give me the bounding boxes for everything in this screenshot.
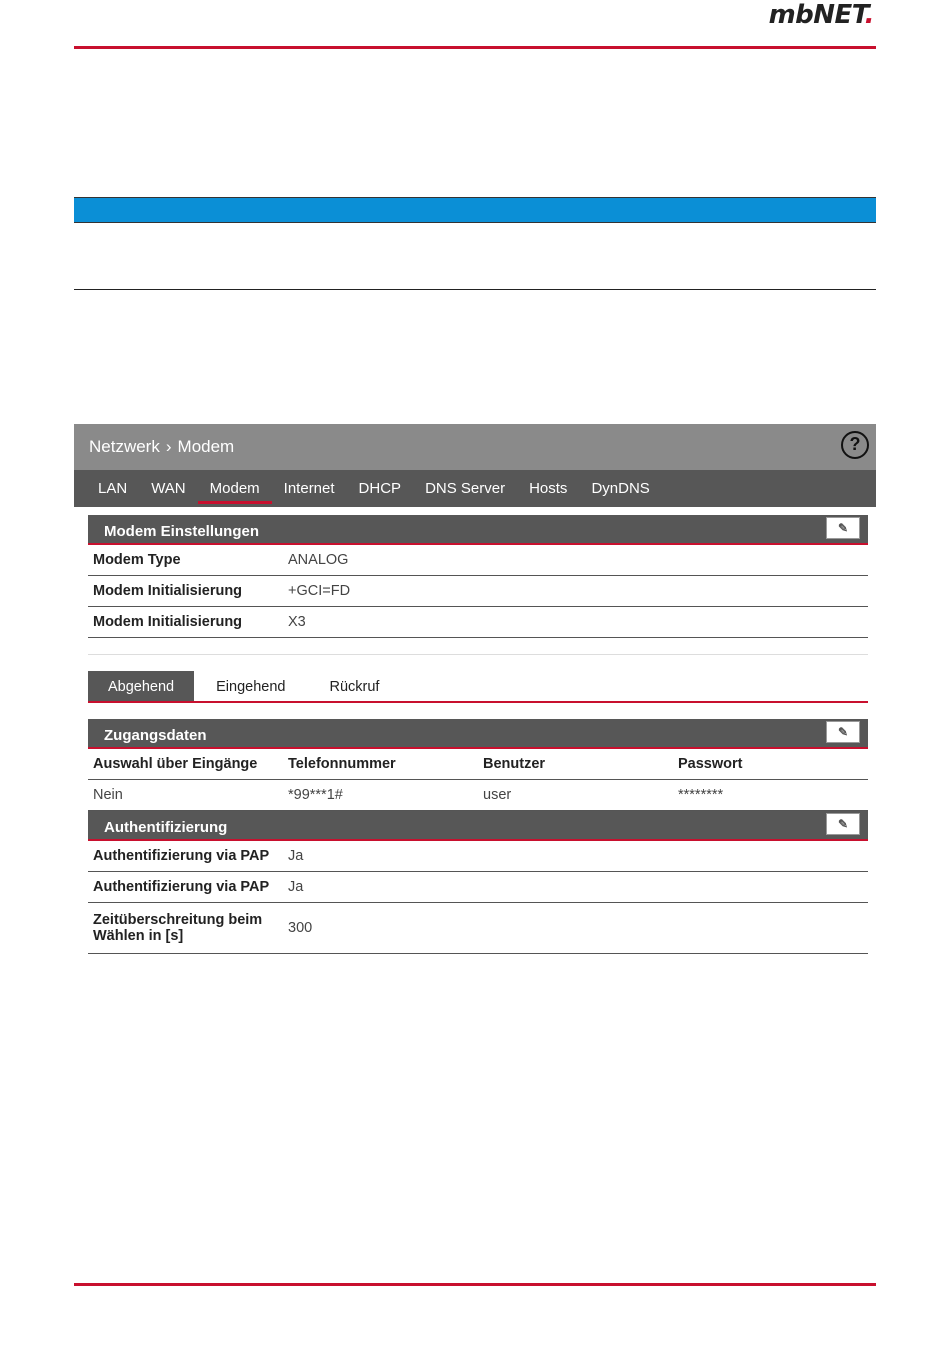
- row-value: +GCI=FD: [288, 583, 351, 599]
- breadcrumb-parent[interactable]: Netzwerk: [89, 437, 160, 456]
- header-rule: [74, 46, 876, 49]
- table-row: [88, 841, 868, 872]
- table-row: [88, 576, 868, 607]
- row-label: Zeitüberschreitung beim Wählen in [s]: [93, 912, 263, 944]
- edit-icon: ✎: [837, 521, 849, 535]
- modem-settings-header: [88, 515, 868, 545]
- tab-dyndns[interactable]: DynDNS: [591, 480, 650, 497]
- table-row: [88, 545, 868, 576]
- row-value: Ja: [288, 879, 304, 895]
- tab-lan[interactable]: LAN: [98, 480, 128, 497]
- divider: [88, 654, 868, 655]
- column-header: Auswahl über Eingänge: [93, 756, 258, 772]
- chevron-right-icon: ›: [165, 437, 172, 456]
- tab-dns-server[interactable]: DNS Server: [425, 480, 506, 497]
- row-label: Authentifizierung via PAP: [93, 848, 270, 864]
- table-header-row: [88, 749, 868, 780]
- logo-dot: .: [864, 0, 874, 30]
- caption-table-header: [74, 197, 876, 223]
- row-label: Modem Initialisierung: [93, 583, 243, 599]
- section-title: Zugangsdaten: [104, 727, 207, 744]
- authentication-header: [88, 811, 868, 841]
- cell-value: *99***1#: [288, 787, 343, 803]
- caption-table-rule: [74, 289, 876, 290]
- tab-rueckruf[interactable]: Rückruf: [329, 679, 380, 695]
- cell-value: ********: [678, 787, 724, 803]
- row-value: ANALOG: [288, 552, 349, 568]
- edit-icon: ✎: [837, 817, 849, 831]
- modem-screenshot-panel: [74, 424, 876, 964]
- table-row: [88, 872, 868, 903]
- access-data-header: [88, 719, 868, 749]
- row-value: Ja: [288, 848, 304, 864]
- breadcrumb-current: Modem: [177, 437, 235, 456]
- spacer: [88, 703, 868, 719]
- edit-authentication-button[interactable]: [826, 813, 860, 835]
- tab-internet[interactable]: Internet: [283, 480, 335, 497]
- section-title: Authentifizierung: [104, 819, 228, 836]
- table-row: [88, 780, 868, 811]
- cell-value: user: [483, 787, 512, 803]
- section-title: Modem Einstellungen: [104, 523, 260, 540]
- network-tabs: [74, 470, 876, 507]
- direction-tabs: [88, 671, 868, 703]
- table-row: [88, 903, 868, 954]
- row-label: Modem Initialisierung: [93, 614, 243, 630]
- tab-abgehend[interactable]: Abgehend: [88, 671, 194, 701]
- tab-hosts[interactable]: Hosts: [529, 480, 568, 497]
- cell-value: Nein: [93, 787, 123, 803]
- footer-rule: [74, 1283, 876, 1286]
- row-label: Modem Type: [93, 552, 181, 568]
- table-row: [88, 607, 868, 638]
- column-header: Telefonnummer: [288, 756, 396, 772]
- row-value: X3: [288, 614, 306, 630]
- tab-dhcp[interactable]: DHCP: [358, 480, 402, 497]
- row-value: 300: [288, 920, 313, 936]
- tab-eingehend[interactable]: Eingehend: [216, 679, 286, 695]
- modem-content: [88, 515, 868, 954]
- help-icon[interactable]: ?: [841, 431, 869, 459]
- tab-wan[interactable]: WAN: [151, 480, 186, 497]
- logo-text: mbNET: [768, 0, 865, 30]
- edit-icon: ✎: [837, 725, 849, 739]
- edit-modem-settings-button[interactable]: [826, 517, 860, 539]
- column-header: Passwort: [678, 756, 743, 772]
- row-label: Authentifizierung via PAP: [93, 879, 270, 895]
- column-header: Benutzer: [483, 756, 546, 772]
- edit-access-data-button[interactable]: [826, 721, 860, 743]
- tab-modem[interactable]: Modem: [198, 470, 272, 507]
- mbnet-logo: [769, 0, 874, 28]
- breadcrumb: [74, 424, 876, 470]
